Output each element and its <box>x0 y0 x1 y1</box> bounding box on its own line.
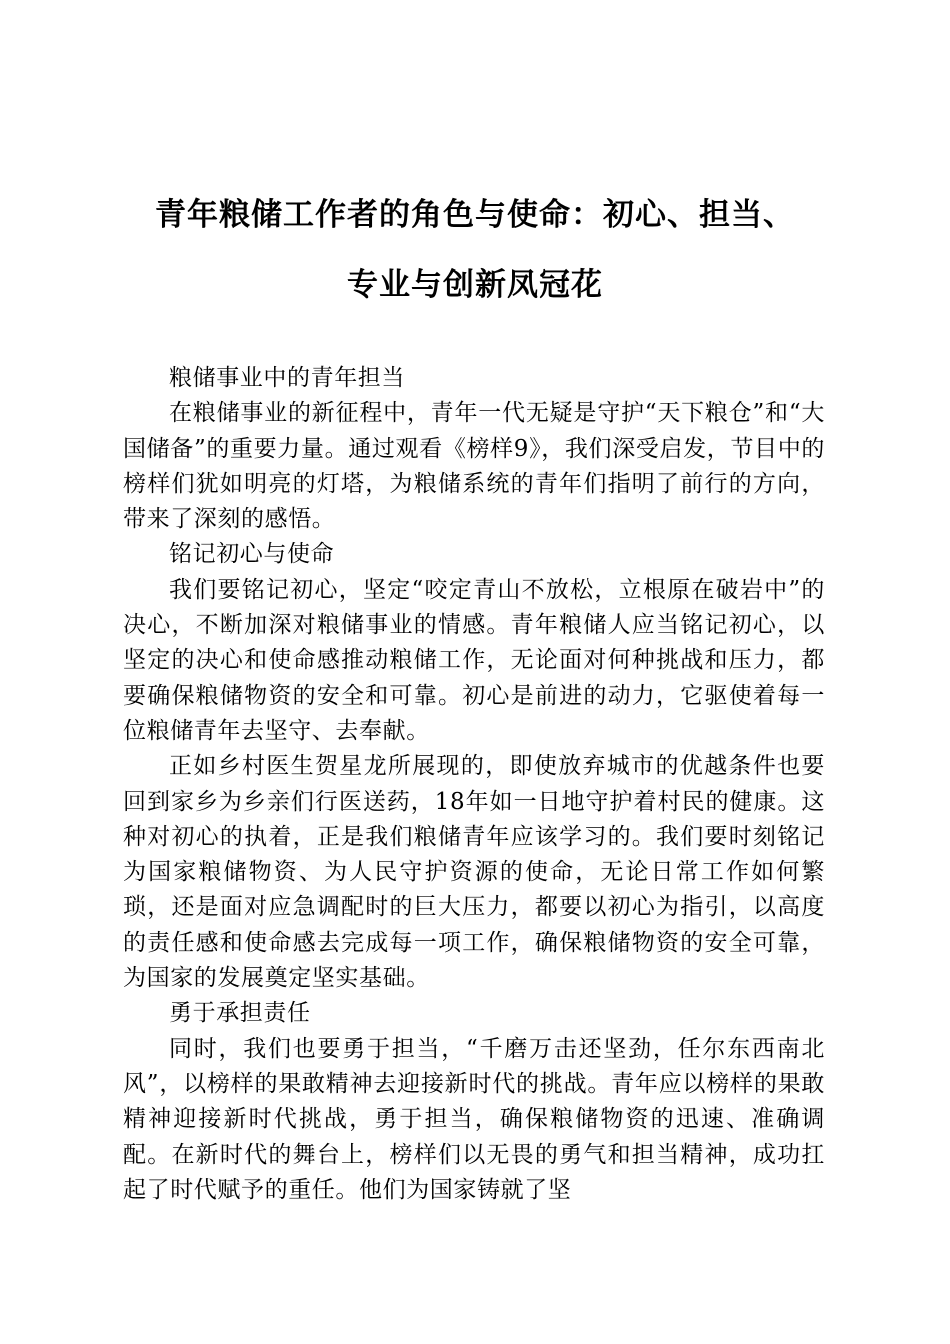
body-paragraph: 我们要铭记初心，坚定“咬定青山不放松，立根原在破岩中”的决心，不断加深对粮储事业的情感。青年粮储人应当铭记初心，以坚定的决心和使命感推动粮储工作，无论面对何种挑战和压力，都要确保粮储物资的安全和可靠。初心是前进的动力，它驱使着每一位粮储青年去坚守、去奉献。 <box>123 576 825 744</box>
document-body <box>123 361 825 1208</box>
section-heading: 勇于承担责任 <box>169 1000 311 1027</box>
document-title-line-1: 青年粮储工作者的角色与使命：初心、担当、 <box>155 197 795 233</box>
section-heading: 粮储事业中的青年担当 <box>169 365 405 391</box>
section-heading: 铭记初心与使命 <box>169 541 335 568</box>
document-title-line-2: 专业与创新凤冠花 <box>347 267 603 303</box>
body-paragraph: 同时，我们也要勇于担当，“千磨万击还坚劲，任尔东西南北风”，以榜样的果敢精神去迎接新时代的挑战。青年应以榜样的果敢精神迎接新时代挑战，勇于担当，确保粮储物资的迅速、准确调配。在新时代的舞台上，榜样们以无畏的勇气和担当精神，成功扛起了时代赋予的重任。他们为国家铸就了坚 <box>123 1035 825 1203</box>
body-paragraph: 正如乡村医生贺星龙所展现的，即使放弃城市的优越条件也要回到家乡为乡亲们行医送药，18年如一日地守护着村民的健康。这种对初心的执着，正是我们粮储青年应该学习的。我们要时刻铭记为国家粮储物资、为人民守护资源的使命，无论日常工作如何繁琐，还是面对应急调配时的巨大压力，都要以初心为指引，以高度的责任感和使命感去完成每一项工作，确保粮储物资的安全可靠，为国家的发展奠定坚实基础。 <box>123 753 825 992</box>
body-paragraph: 在粮储事业的新征程中，青年一代无疑是守护“天下粮仓”和“大国储备”的重要力量。通过观看《榜样9》，我们深受启发，节目中的榜样们犹如明亮的灯塔，为粮储系统的青年们指明了前行的方向，带来了深刻的感悟。 <box>123 400 825 533</box>
